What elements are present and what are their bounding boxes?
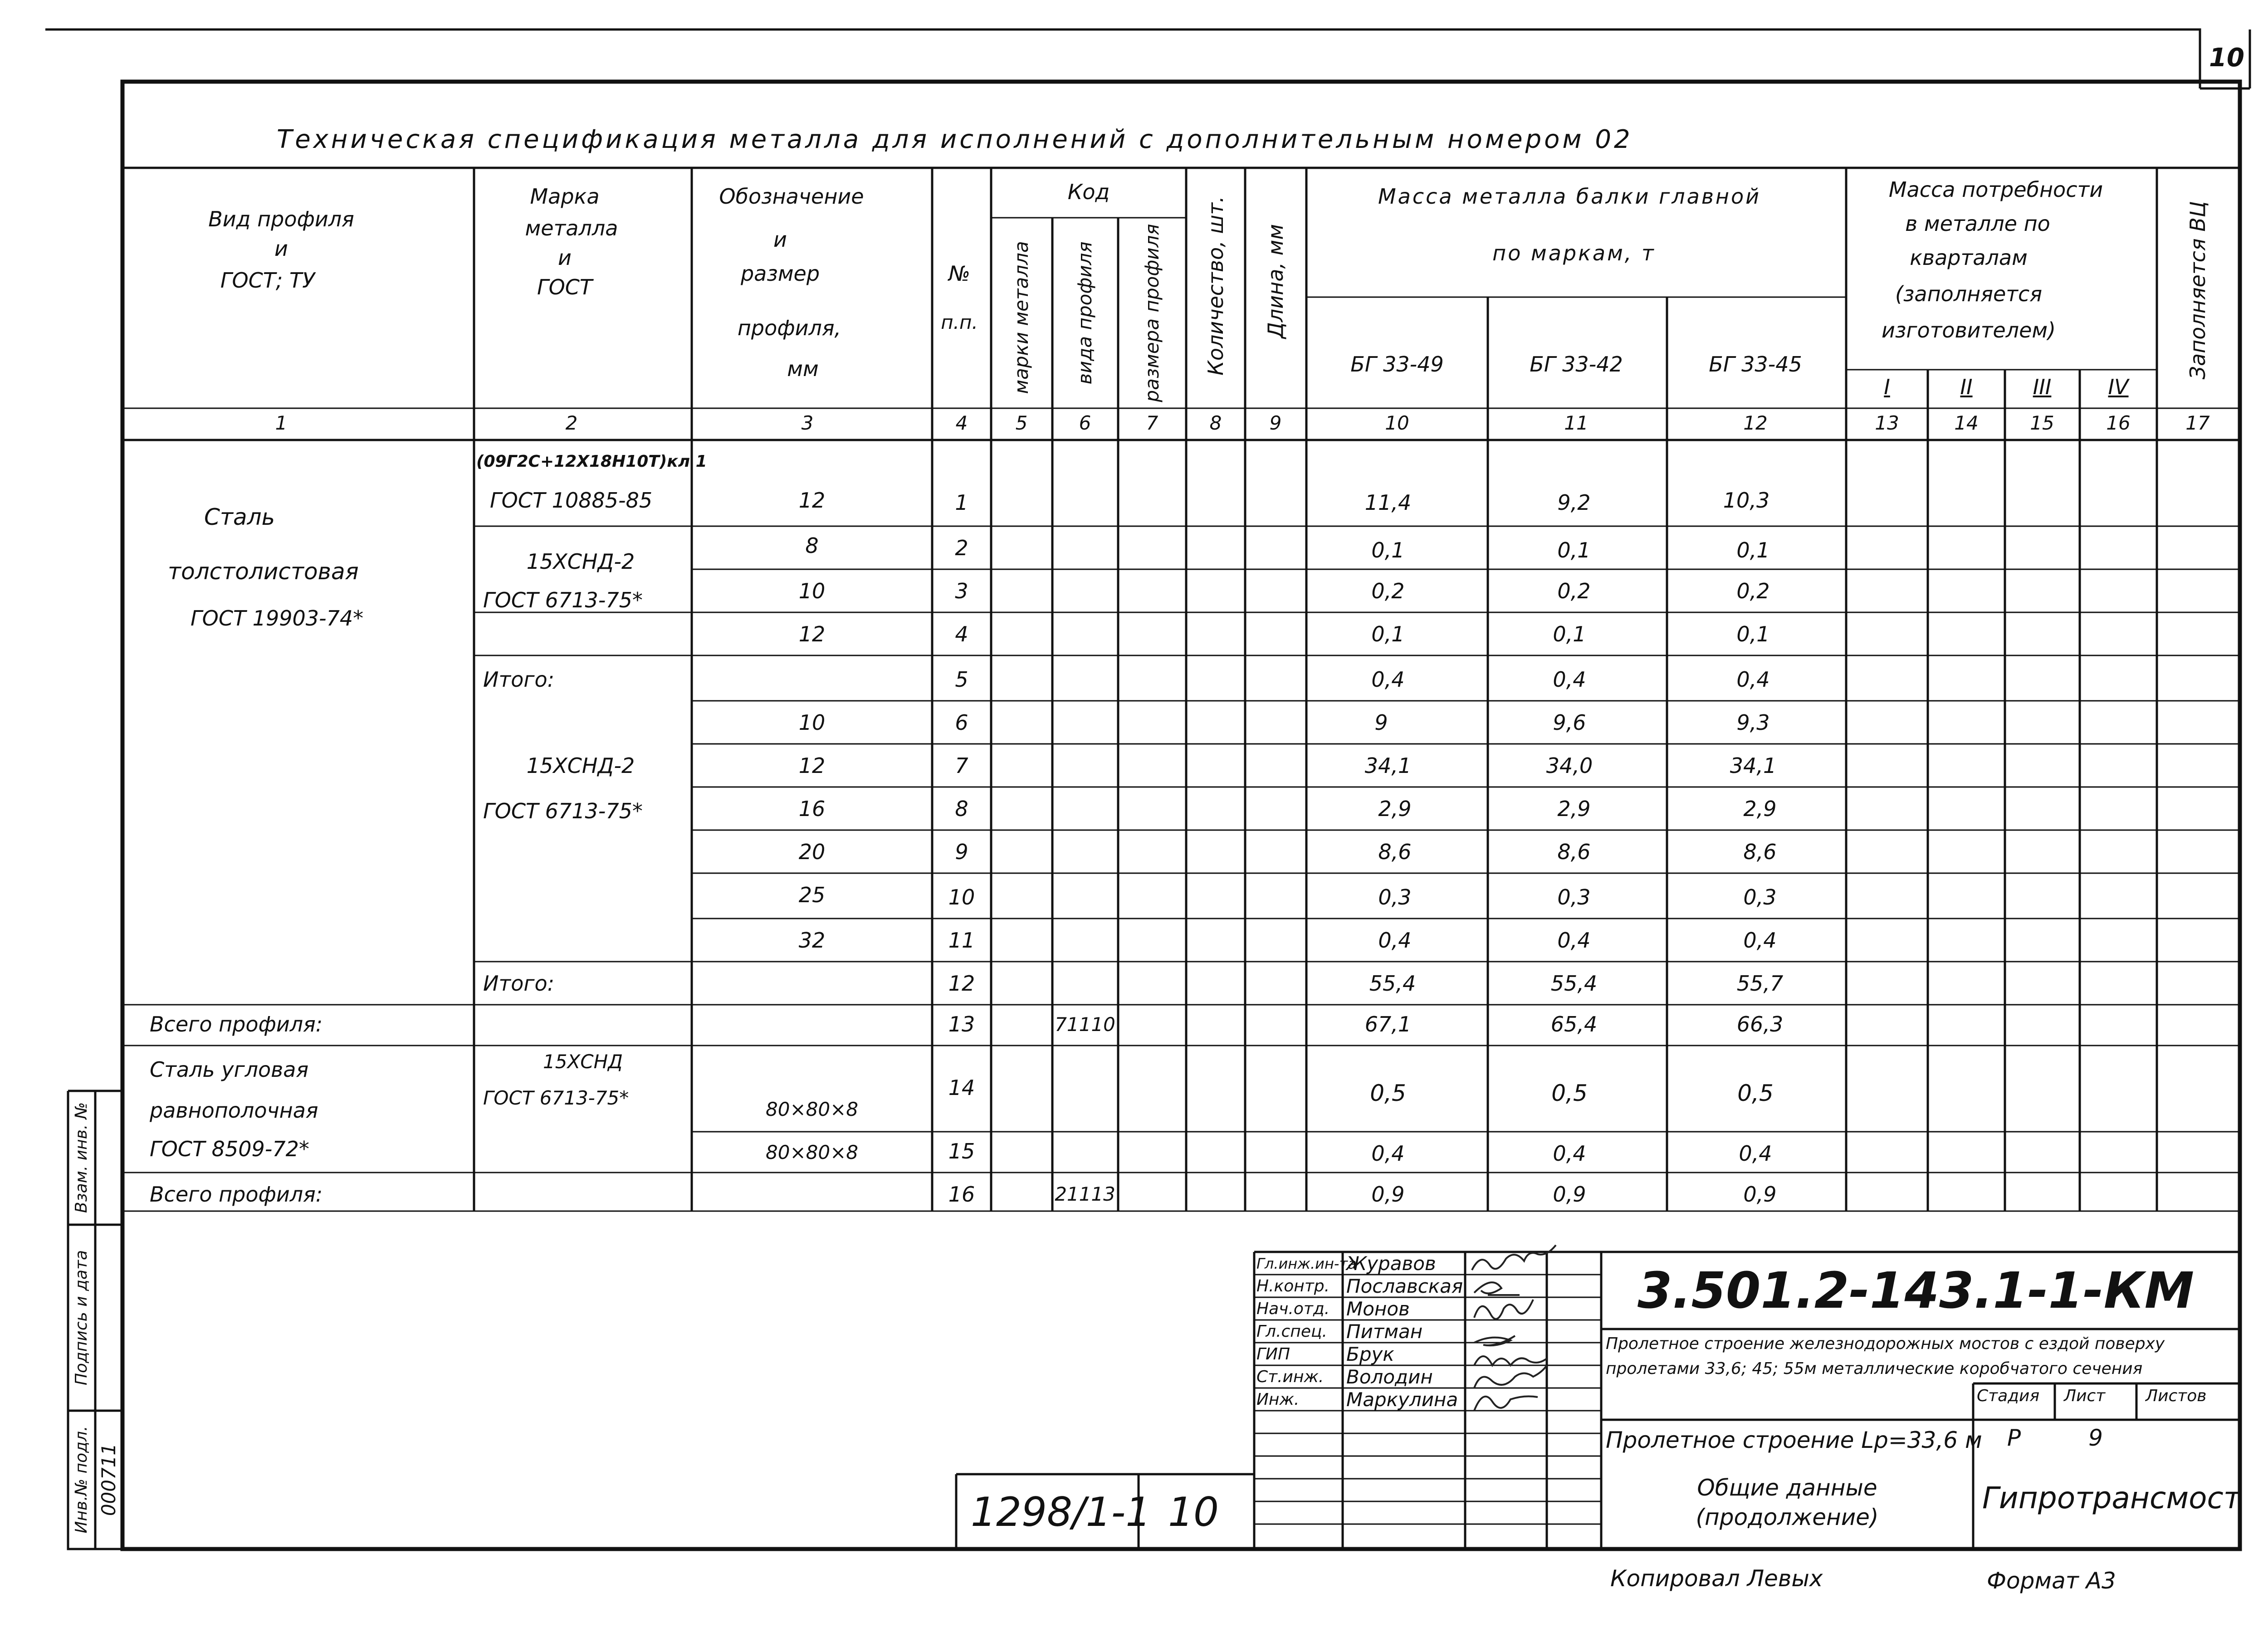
row5-label: Итого: [483,667,555,692]
colnum-14: 14 [1954,412,1979,434]
colnum-2: 2 [565,412,578,434]
tb-name-6: Володин [1346,1366,1433,1388]
header-length: Длина, мм [1263,224,1288,339]
row11-m2: 0,4 [1557,928,1591,953]
row4-m3: 0,1 [1736,622,1770,646]
row2-m3: 0,1 [1736,538,1770,562]
row5-m1: 0,4 [1371,667,1405,692]
colnum-7: 7 [1146,412,1158,434]
row4-m1: 0,1 [1371,622,1405,646]
row13-m1: 67,1 [1364,1012,1412,1036]
row5-n: 5 [955,667,968,692]
header-mass-bg45: БГ 33-45 [1709,352,1802,376]
row10-m1: 0,3 [1378,885,1412,909]
tb-name-2: Пославская [1346,1275,1463,1297]
colnum-1: 1 [275,412,288,434]
row8-size: 16 [798,797,826,821]
row15-size: 80×80×8 [766,1141,858,1163]
row11-n: 11 [948,928,975,953]
row8-n: 8 [955,797,968,821]
tb-archive-sheet: 10 [1168,1489,1219,1535]
stamp-inv-orig: Инв.№ подл. [72,1426,91,1534]
header-col1-l3: ГОСТ; ТУ [220,268,315,293]
row4-n: 4 [955,622,968,646]
row13-m3: 66,3 [1736,1012,1784,1036]
row14-n: 14 [948,1075,975,1100]
tb-sheets-label: Листов [2146,1387,2207,1405]
row6-m3: 9,3 [1736,710,1770,735]
row15-m2: 0,4 [1553,1141,1586,1166]
header-qty: Количество, шт. [1203,196,1228,376]
colnum-10: 10 [1385,412,1409,434]
row4-size: 12 [798,622,826,646]
row15-n: 15 [948,1139,975,1163]
grade3-l1: 15ХСНД-2 [526,753,635,778]
row1-size: 12 [798,488,826,513]
row13-code: 71110 [1055,1013,1115,1036]
header-q4: IV [2108,375,2129,399]
header-need-l3: кварталам [1910,245,2028,270]
row1-n: 1 [955,490,968,515]
header-col1-l2: и [274,236,288,261]
tb-name-5: Брук [1346,1343,1394,1365]
tb-role-2: Н.контр. [1256,1277,1330,1295]
header-col4-l1: № [948,261,970,286]
row9-m3: 8,6 [1743,840,1777,864]
row3-m3: 0,2 [1736,579,1770,603]
row5-m3: 0,4 [1736,667,1770,692]
header-vc: Заполняется ВЦ [2185,201,2210,380]
page-title: Техническая спецификация металла для исполнений с дополнительным номером 02 [277,125,1633,154]
row1-m1: 11,4 [1364,490,1412,515]
signatures [1472,1245,1556,1411]
header-q2: II [1960,375,1973,399]
row12-label: Итого: [483,971,555,996]
colnum-8: 8 [1209,412,1222,434]
row9-n: 9 [955,840,968,864]
tb-sheet: 9 [2088,1425,2103,1451]
tb-name-3: Монов [1346,1298,1410,1320]
row6-size: 10 [798,710,826,735]
row1-m2: 9,2 [1557,490,1591,515]
row10-size: 25 [798,883,826,907]
colnum-16: 16 [2106,412,2131,434]
group-steel-angle-l3: ГОСТ 8509-72* [150,1137,309,1161]
header-col3-l2: и [773,227,787,252]
row2-m2: 0,1 [1557,538,1591,562]
row3-m2: 0,2 [1557,579,1591,603]
row15-m3: 0,4 [1739,1141,1772,1166]
tb-section-1: Общие данные [1697,1475,1877,1501]
tb-sheet-label: Лист [2064,1387,2106,1405]
row16-m2: 0,9 [1553,1182,1586,1207]
grade2-l1: 15ХСНД-2 [526,549,635,574]
header-mass-bg42: БГ 33-42 [1530,352,1623,376]
row9-m1: 8,6 [1378,840,1412,864]
row11-size: 32 [798,928,826,953]
row14-m1: 0,5 [1370,1080,1406,1106]
row13-m2: 65,4 [1550,1012,1598,1036]
header-col1-l1: Вид профиля [208,207,354,231]
row8-m2: 2,9 [1557,797,1591,821]
row12-n: 12 [948,971,975,996]
tb-role-5: ГИП [1256,1345,1290,1364]
row11-m1: 0,4 [1378,928,1412,953]
row6-n: 6 [955,710,968,735]
row7-m3: 34,1 [1730,753,1777,778]
stamp-inv-value: 000711 [98,1443,120,1516]
row6-m2: 9,6 [1553,710,1586,735]
header-kod-marki: марки металла [1010,241,1032,394]
header-col3-l4: профиля, [737,316,841,340]
group-steel-sheet-l1: Сталь [204,504,275,530]
row4-m2: 0,1 [1553,622,1586,646]
tb-role-7: Инж. [1256,1390,1300,1409]
row14-size: 80×80×8 [766,1098,858,1120]
row6-m1: 9 [1374,710,1388,735]
header-col2-l3: и [558,245,572,270]
row16-m1: 0,9 [1371,1182,1405,1207]
row3-size: 10 [798,579,826,603]
group-steel-sheet-l2: толстолистовая [168,558,359,585]
tb-section-2: (продолжение) [1696,1504,1879,1530]
tb-stage: Р [2007,1425,2021,1451]
header-col2-l1: Марка [530,184,600,209]
row5-m2: 0,4 [1553,667,1586,692]
grade4-l2: ГОСТ 6713-75* [483,1087,629,1109]
header-kod-razmera: размера профиля [1141,224,1163,402]
header-col3-l1: Обозначение [719,184,864,209]
row2-n: 2 [955,536,968,560]
header-need-l1: Масса потребности [1888,177,2103,202]
row8-m1: 2,9 [1378,797,1412,821]
tb-role-6: Ст.инж. [1256,1368,1324,1386]
row12-m1: 55,4 [1369,971,1416,996]
stamp-signature-date: Подпись и дата [72,1250,91,1386]
row9-m2: 8,6 [1557,840,1591,864]
footer-copied: Копировал Левых [1610,1565,1823,1592]
colnum-6: 6 [1079,412,1091,434]
header-col2-l2: металла [525,216,618,240]
header-mass-l1: Масса металла балки главной [1378,184,1761,209]
grade3-l2: ГОСТ 6713-75* [483,799,643,823]
tb-description-1: Пролетное строение железнодорожных мостов с ездой поверху [1606,1334,2165,1353]
footer-format: Формат А3 [1987,1568,2116,1594]
row3-m1: 0,2 [1371,579,1405,603]
tb-organization: Гипротрансмост [1982,1481,2241,1515]
header-q3: III [2033,375,2052,399]
tb-archive-no: 1298/1-1 [971,1489,1151,1535]
grade1-l1: (09Г2С+12Х18Н10Т)кл 1 [476,452,707,471]
stamp-replace-inv: Взам. инв. № [72,1102,91,1213]
corner-sheet-number: 10 [2209,43,2244,73]
colnum-13: 13 [1875,412,1899,434]
header-need-l2: в металле по [1905,211,2050,236]
row16-code: 21113 [1055,1183,1115,1205]
header-q1: I [1884,375,1890,399]
header-col3-l3: размер [740,261,820,286]
colnum-12: 12 [1743,412,1768,434]
colnum-5: 5 [1015,412,1028,434]
header-col4-l2: п.п. [941,311,978,333]
row7-m2: 34,0 [1546,753,1593,778]
row12-m3: 55,7 [1736,971,1784,996]
tb-role-3: Нач.отд. [1256,1300,1330,1318]
tb-doc-code: 3.501.2-143.1-1-КМ [1637,1261,2195,1320]
row2-m1: 0,1 [1371,538,1405,562]
row10-m3: 0,3 [1743,885,1777,909]
tb-description-2: пролетами 33,6; 45; 55м металлические коробчатого сечения [1606,1359,2143,1378]
colnum-3: 3 [801,412,814,434]
tb-role-1: Гл.инж.ин-та [1256,1255,1357,1272]
header-mass-l2: по маркам, т [1492,241,1656,265]
header-mass-bg49: БГ 33-49 [1350,352,1444,376]
row11-m3: 0,4 [1743,928,1777,953]
row7-m1: 34,1 [1364,753,1412,778]
grade1-l2: ГОСТ 10885-85 [490,488,653,513]
row7-n: 7 [955,753,968,778]
header-need-l5: изготовителем) [1881,318,2056,342]
grade4-l1: 15ХСНД [543,1051,623,1073]
row14-m3: 0,5 [1737,1080,1774,1106]
colnum-11: 11 [1564,412,1589,434]
header-need-l4: (заполняется [1895,282,2043,306]
tb-span-title: Пролетное строение Lр=33,6 м [1606,1427,1982,1453]
row16-m3: 0,9 [1743,1182,1777,1207]
colnum-4: 4 [955,412,968,434]
row14-m2: 0,5 [1551,1080,1588,1106]
row8-m3: 2,9 [1743,797,1777,821]
row12-m2: 55,4 [1550,971,1598,996]
header-kod: Код [1067,180,1110,204]
row10-m2: 0,3 [1557,885,1591,909]
group-steel-angle-l2: равнополочная [150,1098,318,1123]
row1-m3: 10,3 [1723,488,1770,513]
header-kod-vida: вида профиля [1074,241,1096,385]
header-col3-l5: мм [787,357,819,381]
tb-name-4: Питман [1346,1320,1423,1343]
row16-n: 16 [948,1182,975,1207]
row7-size: 12 [798,753,826,778]
colnum-15: 15 [2030,412,2054,434]
grade2-l2: ГОСТ 6713-75* [483,588,643,612]
colnum-17: 17 [2185,412,2210,434]
row10-n: 10 [948,885,975,909]
colnum-9: 9 [1269,412,1282,434]
row3-n: 3 [955,579,968,603]
header-col2-l4: ГОСТ [537,275,593,299]
row9-size: 20 [798,840,826,864]
group-steel-angle-l1: Сталь угловая [150,1057,309,1082]
tb-stage-label: Стадия [1977,1387,2040,1405]
row16-label: Всего профиля: [150,1182,323,1207]
tb-name-1: Журавов [1346,1252,1436,1275]
tb-role-4: Гл.спец. [1256,1322,1327,1341]
row13-label: Всего профиля: [150,1012,323,1036]
row13-n: 13 [948,1012,975,1036]
group-steel-sheet-l3: ГОСТ 19903-74* [191,606,364,630]
tb-name-7: Маркулина [1346,1388,1458,1411]
row2-size: 8 [805,533,819,558]
row15-m1: 0,4 [1371,1141,1405,1166]
